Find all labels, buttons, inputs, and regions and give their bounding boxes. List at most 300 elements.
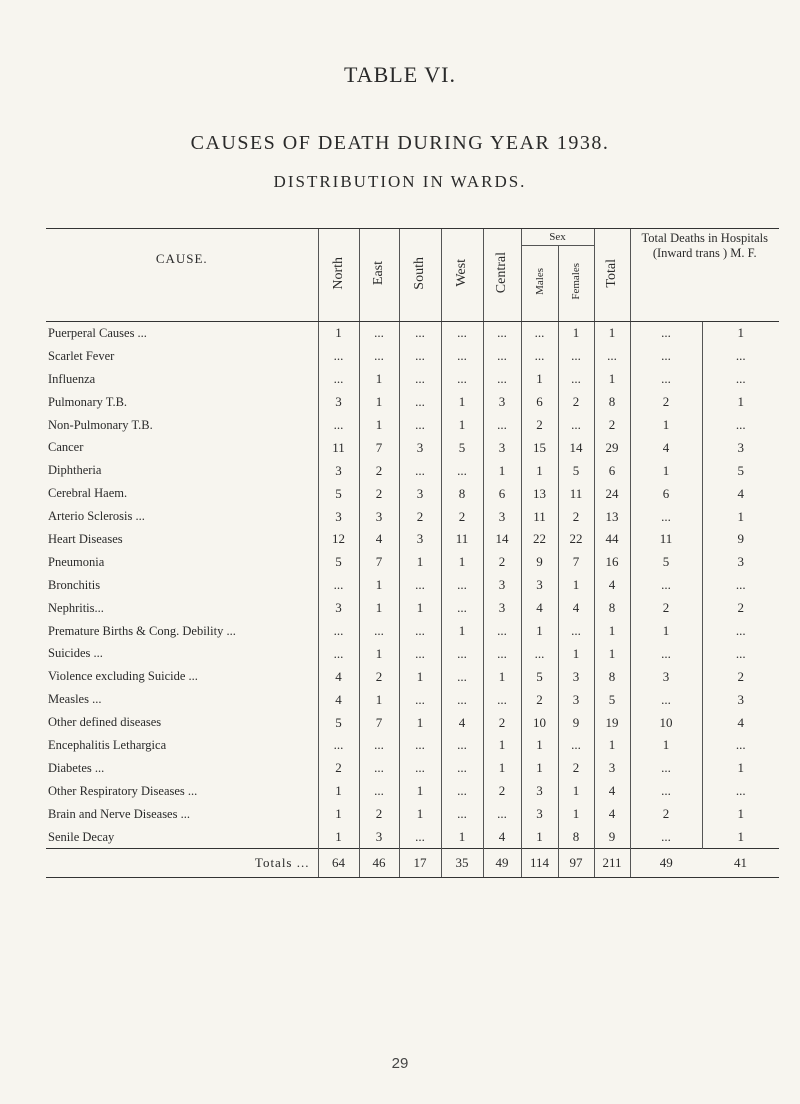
value-cell: 1: [521, 620, 558, 643]
value-cell: 9: [521, 551, 558, 574]
cause-cell: Nephritis...: [48, 600, 104, 615]
value-cell: ...: [483, 642, 521, 665]
table-body: [46, 322, 779, 849]
value-cell: ...: [441, 665, 483, 688]
value-cell: 16: [594, 551, 630, 574]
value-cell: 8: [594, 391, 630, 414]
value-cell: 7: [359, 711, 399, 734]
value-cell: 3: [594, 757, 630, 780]
cause-cell: Other defined diseases: [48, 715, 162, 730]
value-cell: 1: [594, 620, 630, 643]
value-cell: 1: [441, 551, 483, 574]
value-cell: ...: [630, 642, 702, 665]
value-cell: 1: [558, 803, 594, 826]
value-cell: ...: [441, 574, 483, 597]
value-cell: ...: [318, 642, 359, 665]
col-header-total-label: Total: [604, 258, 619, 288]
table-row: [46, 734, 779, 757]
value-cell: 1: [630, 414, 702, 437]
value-cell: 1: [359, 368, 399, 391]
value-cell: ...: [399, 688, 441, 711]
value-cell: ...: [630, 826, 702, 849]
value-cell: 2: [630, 597, 702, 620]
value-cell: ...: [441, 734, 483, 757]
value-cell: ...: [521, 322, 558, 345]
value-cell: 4: [594, 574, 630, 597]
value-cell: 9: [558, 711, 594, 734]
value-cell: ...: [558, 368, 594, 391]
cause-cell: Scarlet Fever: [48, 348, 115, 363]
value-cell: 2: [558, 505, 594, 528]
col-header-males: [521, 246, 558, 322]
totals-cell: 35: [441, 849, 483, 878]
value-cell: 2: [521, 414, 558, 437]
table-row: [46, 345, 779, 368]
cause-cell: Violence excluding Suicide ...: [48, 669, 198, 684]
value-cell: ...: [441, 345, 483, 368]
value-cell: 11: [630, 528, 702, 551]
table-row: [46, 642, 779, 665]
value-cell: ...: [399, 391, 441, 414]
value-cell: 3: [318, 391, 359, 414]
cause-cell: Brain and Nerve Diseases ...: [48, 806, 190, 821]
value-cell: ...: [441, 803, 483, 826]
value-cell: 4: [702, 711, 779, 734]
value-cell: ...: [483, 688, 521, 711]
value-cell: 3: [483, 391, 521, 414]
value-cell: ...: [441, 322, 483, 345]
table-row: [46, 711, 779, 734]
value-cell: 1: [399, 780, 441, 803]
value-cell: ...: [441, 780, 483, 803]
value-cell: ...: [558, 414, 594, 437]
table-row: [46, 688, 779, 711]
value-cell: 1: [630, 620, 702, 643]
value-cell: ...: [441, 757, 483, 780]
table-row: [46, 665, 779, 688]
value-cell: 1: [702, 505, 779, 528]
value-cell: 5: [558, 459, 594, 482]
value-cell: 3: [521, 803, 558, 826]
value-cell: 1: [483, 757, 521, 780]
value-cell: ...: [630, 688, 702, 711]
value-cell: ...: [702, 368, 779, 391]
value-cell: 1: [594, 322, 630, 345]
value-cell: 3: [318, 459, 359, 482]
value-cell: 2: [558, 757, 594, 780]
value-cell: 2: [359, 459, 399, 482]
value-cell: 13: [594, 505, 630, 528]
value-cell: 14: [558, 436, 594, 459]
page-number: 29: [391, 1055, 409, 1072]
value-cell: 3: [483, 574, 521, 597]
value-cell: ...: [702, 780, 779, 803]
table-row: [46, 322, 779, 345]
totals-cell: 49: [630, 849, 702, 878]
value-cell: 22: [521, 528, 558, 551]
value-cell: 5: [702, 459, 779, 482]
value-cell: 15: [521, 436, 558, 459]
value-cell: ...: [399, 826, 441, 849]
value-cell: 4: [702, 482, 779, 505]
table-row: [46, 826, 779, 849]
value-cell: 29: [594, 436, 630, 459]
table-row: [46, 780, 779, 803]
value-cell: 2: [558, 391, 594, 414]
value-cell: ...: [630, 574, 702, 597]
value-cell: 3: [399, 436, 441, 459]
value-cell: 3: [483, 436, 521, 459]
totals-cell: 211: [594, 849, 630, 878]
table-row: [46, 528, 779, 551]
value-cell: 5: [318, 551, 359, 574]
value-cell: 3: [483, 505, 521, 528]
value-cell: 1: [441, 620, 483, 643]
value-cell: 1: [359, 414, 399, 437]
value-cell: 3: [359, 826, 399, 849]
value-cell: 3: [359, 505, 399, 528]
value-cell: ...: [399, 414, 441, 437]
value-cell: ...: [558, 734, 594, 757]
value-cell: 1: [359, 597, 399, 620]
totals-cell: 97: [558, 849, 594, 878]
value-cell: 1: [702, 803, 779, 826]
value-cell: 2: [399, 505, 441, 528]
value-cell: 1: [521, 459, 558, 482]
value-cell: 3: [399, 482, 441, 505]
value-cell: 4: [318, 665, 359, 688]
value-cell: 1: [318, 826, 359, 849]
value-cell: ...: [441, 642, 483, 665]
table-row: [46, 551, 779, 574]
cause-cell: Non-Pulmonary T.B.: [48, 417, 153, 432]
value-cell: ...: [441, 459, 483, 482]
value-cell: 2: [483, 711, 521, 734]
value-cell: 3: [702, 436, 779, 459]
value-cell: 11: [441, 528, 483, 551]
value-cell: 1: [318, 780, 359, 803]
table-row: [46, 597, 779, 620]
value-cell: 6: [483, 482, 521, 505]
value-cell: 24: [594, 482, 630, 505]
totals-cell: 114: [521, 849, 558, 878]
value-cell: ...: [359, 322, 399, 345]
table-row: [46, 574, 779, 597]
value-cell: 1: [359, 574, 399, 597]
value-cell: 1: [399, 597, 441, 620]
cause-cell: Premature Births & Cong. Debility ...: [48, 623, 236, 638]
value-cell: 11: [558, 482, 594, 505]
cause-cell: Arterio Sclerosis ...: [48, 509, 145, 524]
table-row: [46, 414, 779, 437]
table-row: [46, 459, 779, 482]
value-cell: ...: [630, 505, 702, 528]
value-cell: ...: [399, 642, 441, 665]
value-cell: ...: [359, 345, 399, 368]
value-cell: ...: [630, 322, 702, 345]
value-cell: ...: [702, 642, 779, 665]
value-cell: ...: [521, 345, 558, 368]
value-cell: 1: [594, 734, 630, 757]
value-cell: ...: [702, 345, 779, 368]
value-cell: 9: [594, 826, 630, 849]
table-row: [46, 620, 779, 643]
col-header-east-label: East: [371, 260, 386, 286]
value-cell: 1: [399, 665, 441, 688]
value-cell: ...: [441, 368, 483, 391]
value-cell: ...: [399, 345, 441, 368]
value-cell: 1: [521, 734, 558, 757]
value-cell: 5: [594, 688, 630, 711]
value-cell: ...: [630, 368, 702, 391]
value-cell: 2: [318, 757, 359, 780]
value-cell: 4: [521, 597, 558, 620]
cause-cell: Cancer: [48, 440, 84, 455]
value-cell: 1: [702, 757, 779, 780]
value-cell: 8: [558, 826, 594, 849]
value-cell: 2: [702, 665, 779, 688]
value-cell: 12: [318, 528, 359, 551]
value-cell: 3: [702, 551, 779, 574]
value-cell: 2: [483, 551, 521, 574]
value-cell: 22: [558, 528, 594, 551]
value-cell: ...: [483, 368, 521, 391]
value-cell: ...: [630, 757, 702, 780]
value-cell: ...: [399, 620, 441, 643]
value-cell: 2: [359, 665, 399, 688]
totals-label: Totals ...: [46, 849, 318, 878]
value-cell: ...: [399, 322, 441, 345]
cause-cell: Heart Diseases: [48, 531, 123, 546]
totals-cell: 46: [359, 849, 399, 878]
value-cell: ...: [702, 574, 779, 597]
value-cell: ...: [318, 345, 359, 368]
value-cell: 1: [630, 734, 702, 757]
value-cell: 8: [594, 597, 630, 620]
value-cell: 6: [521, 391, 558, 414]
value-cell: 1: [521, 826, 558, 849]
table-row: [46, 391, 779, 414]
value-cell: ...: [441, 688, 483, 711]
cause-cell: Bronchitis: [48, 577, 101, 592]
table-row: [46, 368, 779, 391]
value-cell: 9: [702, 528, 779, 551]
table-row: [46, 757, 779, 780]
value-cell: 4: [318, 688, 359, 711]
value-cell: 3: [630, 665, 702, 688]
value-cell: 1: [702, 391, 779, 414]
col-header-cause: CAUSE.: [46, 229, 318, 322]
table-row: [46, 505, 779, 528]
value-cell: 2: [521, 688, 558, 711]
col-header-west-label: West: [454, 259, 469, 287]
value-cell: ...: [359, 734, 399, 757]
value-cell: ...: [399, 734, 441, 757]
value-cell: 7: [359, 551, 399, 574]
value-cell: 2: [359, 803, 399, 826]
value-cell: 1: [441, 391, 483, 414]
value-cell: ...: [318, 734, 359, 757]
cause-cell: Measles ...: [48, 692, 102, 707]
col-header-central-label: Central: [494, 252, 509, 294]
value-cell: ...: [318, 574, 359, 597]
value-cell: 3: [399, 528, 441, 551]
col-header-central: [483, 229, 521, 322]
value-cell: 1: [521, 757, 558, 780]
value-cell: 4: [483, 826, 521, 849]
value-cell: 1: [359, 391, 399, 414]
value-cell: 1: [318, 322, 359, 345]
value-cell: 1: [399, 803, 441, 826]
value-cell: 1: [558, 574, 594, 597]
value-cell: ...: [399, 368, 441, 391]
value-cell: ...: [702, 734, 779, 757]
value-cell: 7: [359, 436, 399, 459]
value-cell: 11: [318, 436, 359, 459]
value-cell: 1: [359, 688, 399, 711]
value-cell: ...: [483, 322, 521, 345]
value-cell: ...: [359, 780, 399, 803]
value-cell: 1: [702, 826, 779, 849]
value-cell: 19: [594, 711, 630, 734]
value-cell: 1: [594, 642, 630, 665]
value-cell: ...: [399, 459, 441, 482]
value-cell: ...: [318, 414, 359, 437]
col-header-south-label: South: [412, 256, 427, 290]
value-cell: 1: [441, 414, 483, 437]
value-cell: 2: [630, 391, 702, 414]
value-cell: 2: [359, 482, 399, 505]
value-cell: 10: [521, 711, 558, 734]
value-cell: 1: [483, 665, 521, 688]
value-cell: ...: [483, 803, 521, 826]
causes-of-death-table: [46, 228, 779, 878]
value-cell: 3: [318, 505, 359, 528]
value-cell: 1: [558, 322, 594, 345]
value-cell: 13: [521, 482, 558, 505]
value-cell: 2: [594, 414, 630, 437]
value-cell: 1: [483, 459, 521, 482]
value-cell: 3: [521, 574, 558, 597]
value-cell: ...: [399, 574, 441, 597]
totals-cell: 17: [399, 849, 441, 878]
value-cell: 1: [483, 734, 521, 757]
value-cell: 5: [318, 482, 359, 505]
value-cell: 8: [441, 482, 483, 505]
value-cell: 5: [441, 436, 483, 459]
value-cell: 3: [521, 780, 558, 803]
totals-cell: 64: [318, 849, 359, 878]
col-header-east: [359, 229, 399, 322]
table-label: TABLE VI.: [344, 62, 456, 87]
value-cell: ...: [441, 597, 483, 620]
col-header-females: [558, 246, 594, 322]
value-cell: ...: [483, 620, 521, 643]
value-cell: ...: [558, 620, 594, 643]
value-cell: ...: [483, 345, 521, 368]
cause-cell: Diphtheria: [48, 463, 102, 478]
value-cell: 3: [558, 688, 594, 711]
cause-cell: Suicides ...: [48, 646, 103, 661]
table-row: [46, 803, 779, 826]
value-cell: 1: [594, 368, 630, 391]
value-cell: 1: [558, 642, 594, 665]
value-cell: 3: [702, 688, 779, 711]
value-cell: 10: [630, 711, 702, 734]
value-cell: ...: [702, 414, 779, 437]
value-cell: 3: [483, 597, 521, 620]
col-header-north-label: North: [330, 256, 346, 290]
value-cell: 2: [441, 505, 483, 528]
value-cell: ...: [521, 642, 558, 665]
value-cell: 5: [630, 551, 702, 574]
value-cell: 2: [630, 803, 702, 826]
value-cell: 2: [702, 597, 779, 620]
cause-cell: Pneumonia: [48, 554, 105, 569]
value-cell: 1: [441, 826, 483, 849]
value-cell: 8: [594, 665, 630, 688]
cause-cell: Diabetes ...: [48, 760, 105, 775]
value-cell: ...: [558, 345, 594, 368]
table-row: [46, 482, 779, 505]
cause-cell: Encephalitis Lethargica: [48, 737, 167, 752]
table-row: [46, 436, 779, 459]
value-cell: 1: [521, 368, 558, 391]
col-header-females-label: Females: [570, 263, 582, 300]
value-cell: 4: [441, 711, 483, 734]
value-cell: 4: [359, 528, 399, 551]
value-cell: ...: [483, 414, 521, 437]
value-cell: 1: [630, 459, 702, 482]
col-header-north: [318, 229, 359, 322]
value-cell: ...: [399, 757, 441, 780]
col-header-west: [441, 229, 483, 322]
value-cell: 3: [558, 665, 594, 688]
value-cell: 1: [318, 803, 359, 826]
totals-row: [46, 849, 779, 878]
totals-cell: 49: [483, 849, 521, 878]
value-cell: ...: [630, 780, 702, 803]
value-cell: 1: [359, 642, 399, 665]
value-cell: 4: [558, 597, 594, 620]
value-cell: ...: [594, 345, 630, 368]
cause-cell: Cerebral Haem.: [48, 486, 128, 501]
page-title: CAUSES OF DEATH DURING YEAR 1938.: [190, 132, 610, 154]
value-cell: ...: [318, 620, 359, 643]
col-header-south: [399, 229, 441, 322]
value-cell: 2: [483, 780, 521, 803]
cause-cell: Other Respiratory Diseases ...: [48, 783, 198, 798]
col-header-sex: Sex: [521, 229, 594, 246]
value-cell: 14: [483, 528, 521, 551]
page-subtitle: DISTRIBUTION IN WARDS.: [273, 172, 527, 191]
value-cell: ...: [702, 620, 779, 643]
cause-cell: Senile Decay: [48, 829, 115, 844]
value-cell: ...: [318, 368, 359, 391]
cause-cell: Puerperal Causes ...: [48, 325, 147, 340]
value-cell: 44: [594, 528, 630, 551]
col-header-males-label: Males: [533, 268, 546, 296]
value-cell: ...: [359, 757, 399, 780]
value-cell: 1: [558, 780, 594, 803]
value-cell: 5: [318, 711, 359, 734]
cause-cell: Influenza: [48, 371, 96, 386]
cause-cell: Pulmonary T.B.: [48, 394, 128, 409]
value-cell: 5: [521, 665, 558, 688]
value-cell: 1: [702, 322, 779, 345]
value-cell: ...: [359, 620, 399, 643]
value-cell: 6: [630, 482, 702, 505]
